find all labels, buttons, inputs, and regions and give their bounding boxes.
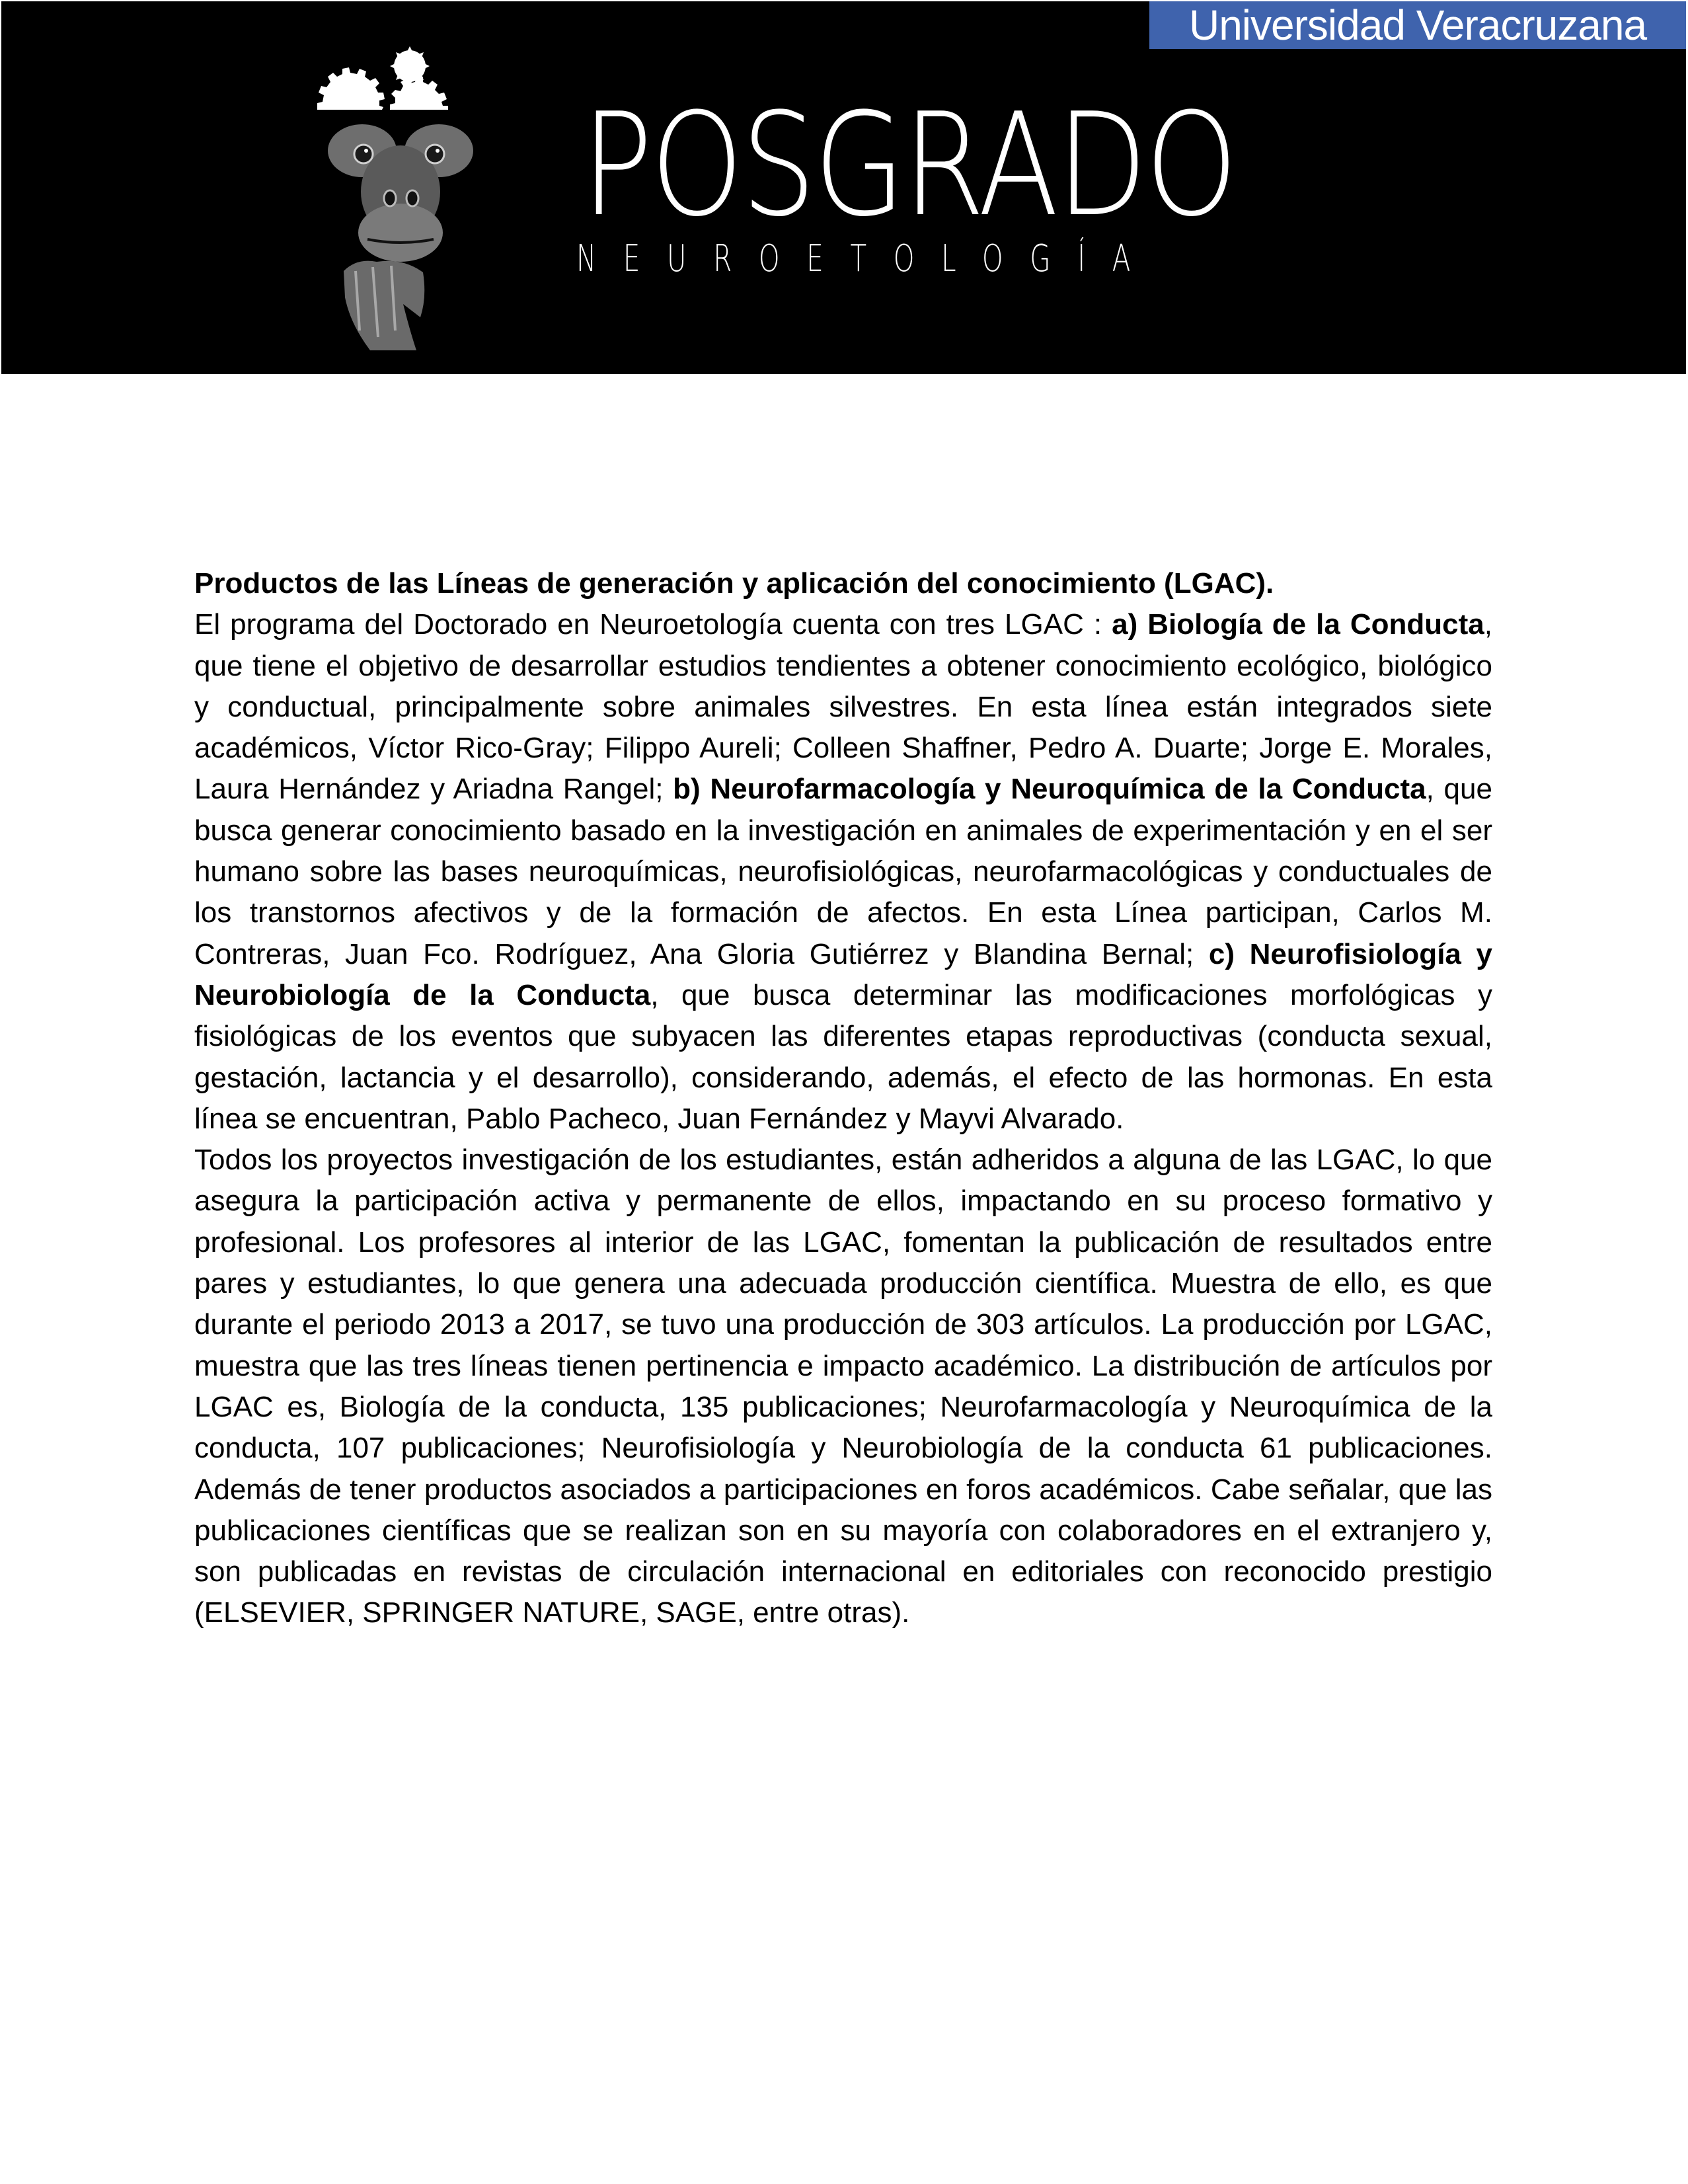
neuroetologia-subtitle: NEUROETOLOGÍA: [576, 237, 1158, 280]
gear-icon: [390, 46, 430, 86]
university-badge: Universidad Veracruzana: [1149, 1, 1686, 49]
document-body: [194, 563, 1492, 1634]
production-paragraph: Todos los proyectos investigación de los estudiantes, están adheridos a alguna de las LGAC, lo que asegura la participación activa y permanente de ellos, impactando en su proceso formativo y profesional. Los profesores al interior de las LGAC, fomentan la publicación de resultados entre pares y estudiantes, lo que genera una adecuada producción científica. Muestra de ello, es que durante el periodo 2013 a 2017, se tuvo una producción de 303 artículos. La producción por LGAC, muestra que las tres líneas tienen pertinencia e impacto académico. La distribución de artículos por LGAC es, Biología de la conducta, 135 publicaciones; Neurofarmacología y Neuroquímica de la conducta, 107 publicaciones; Neurofisiología y Neurobiología de la conducta 61 publicaciones. Además de tener productos asociados a participaciones en foros académicos. Cabe señalar, que las publicaciones científicas que se realizan son en su mayoría con colaboradores en el extranjero y, son publicadas en revistas de circulación internacional en editoriales con reconocido prestigio (ELSEVIER, SPRINGER NATURE, SAGE, entre otras).: [194, 1144, 1492, 1629]
lgac-b-label: b) Neurofarmacología y Neuroquímica de la Conducta: [673, 773, 1426, 806]
paragraph-text: , que tiene el objetivo de desarrollar estudios tendientes a obtener conocimiento ecológico, biológico y conductual, principalmente sobre animales silvestres. En esta línea están integrados siete académicos, Víctor Rico-Gray; Filippo Aureli; Colleen Shaffner, Pedro A. Duarte; Jorge E. Morales, Laura Hernández y Ariadna Rangel;: [194, 608, 1492, 806]
paragraph-text: , que busca generar conocimiento basado en la investigación en animales de experimentación y en el ser humano sobre las bases neuroquímicas, neurofisiológicas, neurofarmacológicas y conductuales de los transtornos afectivos y de la formación de afectos. En esta Línea participan, Carlos M. Contreras, Juan Fco. Rodríguez, Ana Gloria Gutiérrez y Blandina Bernal;: [194, 773, 1492, 970]
chimpanzee-gears-logo-icon: [304, 40, 516, 370]
lgac-a-label: a) Biología de la Conducta: [1112, 608, 1484, 641]
chimpanzee-face-icon: [328, 124, 473, 262]
posgrado-title: POSGRADO: [582, 82, 1236, 248]
gear-icon: [390, 77, 448, 110]
gear-icon: [317, 67, 385, 110]
hand-icon: [344, 261, 424, 350]
lgac-description-paragraph: [194, 604, 1492, 1140]
paragraph-text: El programa del Doctorado en Neuroetología cuenta con tres LGAC :: [194, 608, 1112, 641]
lgac-c-label: c) Neurofisiología y Neurobiología de la Conducta: [194, 937, 1492, 1011]
paragraph-text: , que busca determinar las modificaciones morfológicas y fisiológicas de los eventos que subyacen las diferentes etapas reproductivas (conducta sexual, gestación, lactancia y el desarrollo), considerando, además, el efecto de las hormonas. En esta línea se encuentran, Pablo Pacheco, Juan Fernández y Mayvi Alvarado.: [194, 978, 1492, 1135]
section-heading: Productos de las Líneas de generación y aplicación del conocimiento (LGAC).: [194, 567, 1274, 600]
